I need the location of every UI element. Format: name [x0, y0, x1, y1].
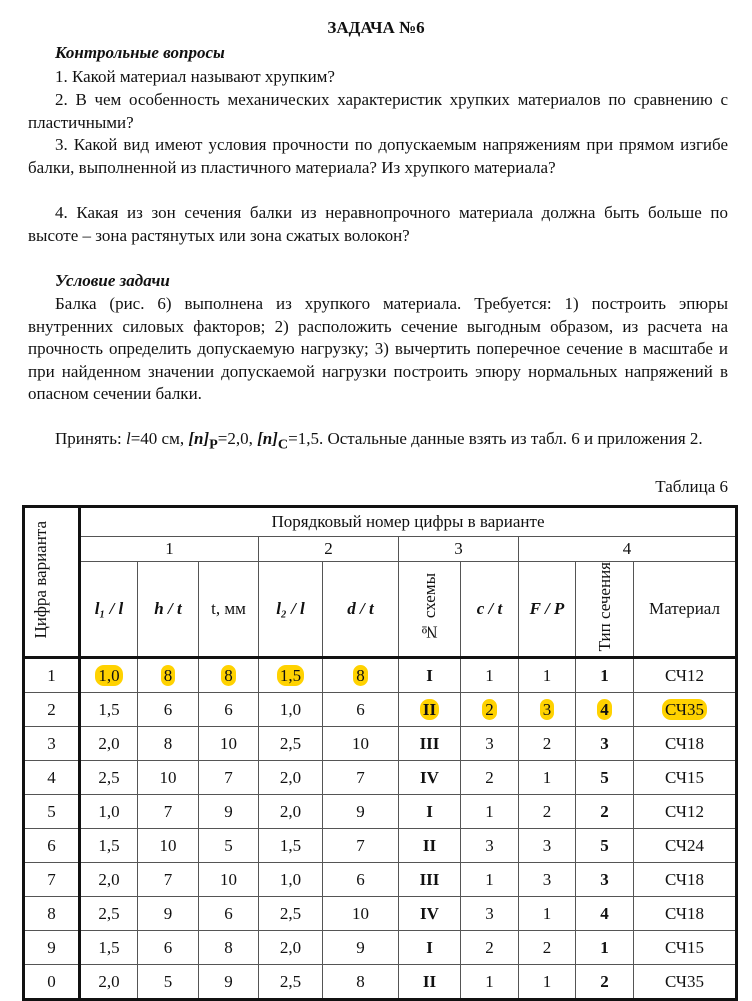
table-cell	[259, 693, 323, 727]
column-header-text: Материал	[649, 599, 720, 619]
cell-value: 2,5	[98, 767, 120, 787]
cell-value: 10	[352, 903, 369, 923]
cell-value: 9	[224, 971, 233, 991]
cell-value: 2	[600, 801, 609, 821]
cell-value: 2,5	[279, 733, 302, 753]
condition-text: Балка (рис. 6) выполнена из хрупкого материала. Требуется: 1) построить эпюры внутренних силовых факторов; 2) расположить сечение выгодным образом, из расчета на прочность определить допускаемую нагрузку; 3) вычертить поперечное сечение в масштабе и при найденном значении допускаемой нагрузки построить эпюру нормальных напряжений в опасном сечении балки.	[28, 294, 728, 403]
cell-value: 7	[356, 835, 365, 855]
table-cell	[634, 693, 737, 727]
table-cell	[399, 931, 461, 965]
cell-value: 2	[600, 971, 609, 991]
group-2: 2	[259, 537, 399, 562]
cell-value: 1	[542, 903, 552, 923]
cell-value: 9	[224, 801, 233, 821]
table-cell	[80, 727, 138, 761]
table-row	[24, 931, 737, 965]
cell-value: 2	[485, 767, 494, 787]
table-cell	[576, 727, 634, 761]
table-cell	[259, 965, 323, 1000]
accept-text	[28, 428, 728, 456]
table-cell	[80, 795, 138, 829]
cell-value: СЧ18	[665, 733, 704, 753]
table-cell	[199, 931, 259, 965]
table-cell	[259, 931, 323, 965]
cell-value: 9	[356, 937, 365, 957]
table-row	[24, 727, 737, 761]
table-cell	[199, 965, 259, 1000]
table-cell	[461, 693, 519, 727]
table-cell	[138, 761, 199, 795]
table-cell	[138, 931, 199, 965]
accept-prefix: Принять:	[55, 429, 126, 448]
cell-value: 8	[221, 665, 236, 686]
table-cell	[576, 693, 634, 727]
cell-value: 1	[485, 665, 494, 685]
column-header-text: d / t	[347, 599, 374, 619]
table-cell	[259, 727, 323, 761]
table-cell	[138, 965, 199, 1000]
variant-cell: 9	[24, 931, 80, 965]
column-header	[461, 562, 519, 658]
cell-value: 8	[163, 733, 173, 753]
column-header-text: c / t	[476, 599, 503, 619]
table-cell	[461, 727, 519, 761]
table-cell	[519, 897, 576, 931]
table-cell	[576, 965, 634, 1000]
table-cell	[634, 761, 737, 795]
cell-value: 6	[356, 699, 365, 719]
column-header-text: Тип сечения	[594, 562, 614, 652]
cell-value: СЧ18	[665, 869, 704, 889]
cell-value: II	[420, 699, 439, 720]
cell-value: 1,0	[95, 665, 122, 686]
cell-value: III	[419, 733, 440, 753]
task-title: ЗАДАЧА №6	[327, 18, 425, 37]
table-cell	[199, 658, 259, 693]
column-header	[634, 562, 737, 658]
column-header	[576, 562, 634, 658]
cell-value: 7	[163, 801, 173, 821]
cell-value: 2,5	[98, 903, 120, 923]
cell-value: СЧ35	[665, 971, 704, 991]
question-3: 3. Какой вид имеют условия прочности по допускаемым напряжениям при прямом изгибе балки, выполненной из пластичного материала? Из хрупкого материала?	[28, 135, 728, 177]
cell-value: 1	[485, 971, 494, 991]
cell-value: 3	[600, 733, 609, 753]
cell-value: 6	[224, 699, 233, 719]
table-cell	[634, 829, 737, 863]
table-row	[24, 863, 737, 897]
table-cell	[138, 897, 199, 931]
table-cell	[259, 658, 323, 693]
table-cell	[519, 761, 576, 795]
table-cell	[399, 693, 461, 727]
variant-header	[24, 507, 80, 658]
table-cell	[323, 829, 399, 863]
l-symbol: l	[125, 429, 131, 448]
cell-value: 1,5	[98, 937, 120, 957]
table-caption: Таблица 6	[655, 477, 728, 496]
table-cell	[323, 863, 399, 897]
table-cell	[138, 658, 199, 693]
table-cell	[138, 727, 199, 761]
column-header-text: l₂ / l	[276, 599, 305, 619]
variant-cell: 0	[24, 965, 80, 1000]
cell-value: 1,5	[279, 835, 302, 855]
cell-value: II	[422, 835, 437, 855]
np-sub: P	[209, 436, 218, 453]
table-cell	[80, 761, 138, 795]
cell-value: 2,5	[279, 903, 302, 923]
column-header-text: l₁ / l	[94, 599, 124, 619]
table-cell	[259, 897, 323, 931]
column-header	[259, 562, 323, 658]
cell-value: 1,5	[98, 699, 120, 719]
cell-value: 2,0	[98, 869, 120, 889]
table-cell	[323, 727, 399, 761]
cell-value: СЧ15	[665, 767, 704, 787]
table-cell	[399, 658, 461, 693]
cell-value: 2,0	[279, 801, 302, 821]
table-cell	[519, 795, 576, 829]
table-cell	[199, 727, 259, 761]
table-cell	[80, 897, 138, 931]
table-cell	[138, 693, 199, 727]
table-cell	[199, 829, 259, 863]
table-cell	[199, 897, 259, 931]
table-cell	[461, 931, 519, 965]
cell-value: 7	[163, 869, 173, 889]
column-header-text: № схемы	[419, 572, 439, 641]
table-cell	[199, 795, 259, 829]
cell-value: СЧ15	[665, 937, 704, 957]
variant-cell: 7	[24, 863, 80, 897]
variant-cell: 4	[24, 761, 80, 795]
table-row	[24, 829, 737, 863]
table-cell	[399, 863, 461, 897]
cell-value: 5	[600, 835, 609, 855]
cell-value: 9	[163, 903, 173, 923]
table-cell	[634, 965, 737, 1000]
column-header-text: F / P	[529, 599, 565, 619]
variant-cell: 1	[24, 658, 80, 693]
cell-value: 1,0	[279, 869, 302, 889]
column-header	[399, 562, 461, 658]
cell-value: 8	[224, 937, 233, 957]
cell-value: 1	[600, 665, 609, 685]
cell-value: 6	[163, 699, 173, 719]
table-row	[24, 761, 737, 795]
cell-value: I	[426, 665, 433, 685]
cell-value: СЧ12	[665, 665, 704, 685]
table-cell	[323, 693, 399, 727]
group-1: 1	[80, 537, 259, 562]
table-cell	[519, 693, 576, 727]
table-cell	[399, 965, 461, 1000]
cell-value: 6	[356, 869, 365, 889]
table-cell	[80, 829, 138, 863]
cell-value: 10	[220, 869, 237, 889]
table-cell	[259, 829, 323, 863]
table-cell	[259, 795, 323, 829]
column-header	[138, 562, 199, 658]
table-cell	[634, 863, 737, 897]
table-cell	[576, 761, 634, 795]
table-cell	[461, 897, 519, 931]
table-cell	[519, 658, 576, 693]
table-cell	[399, 897, 461, 931]
group-header: Порядковый номер цифры в варианте	[80, 507, 737, 537]
cell-value: 3	[485, 903, 494, 923]
cell-value: 10	[220, 733, 237, 753]
nc-sub: C	[277, 436, 289, 453]
np-value: =2,0,	[217, 429, 258, 448]
table-cell	[576, 931, 634, 965]
table-row	[24, 965, 737, 1000]
nc-value: =1,5. Остальные данные взять из табл. 6 и приложения 2.	[288, 429, 703, 448]
cell-value: 3	[542, 835, 552, 855]
cell-value: 8	[353, 665, 368, 686]
table-cell	[323, 761, 399, 795]
questions-heading: Контрольные вопросы	[55, 43, 225, 62]
cell-value: 2,0	[98, 733, 120, 753]
nc-symbol: [n]	[257, 429, 278, 448]
table-cell	[323, 658, 399, 693]
table-cell	[576, 795, 634, 829]
cell-value: 10	[159, 767, 177, 787]
cell-value: 1,5	[98, 835, 120, 855]
table-cell	[461, 761, 519, 795]
table-cell	[576, 658, 634, 693]
table-cell	[461, 795, 519, 829]
table-cell	[634, 727, 737, 761]
table-cell	[576, 863, 634, 897]
table-cell	[80, 693, 138, 727]
cell-value: 1,0	[98, 801, 120, 821]
cell-value: 3	[600, 869, 609, 889]
question-1: 1. Какой материал называют хрупким?	[55, 67, 335, 86]
cell-value: 2,0	[279, 937, 302, 957]
cell-value: 6	[163, 937, 173, 957]
table-cell	[519, 727, 576, 761]
column-header	[519, 562, 576, 658]
table-cell	[80, 658, 138, 693]
table-cell	[199, 693, 259, 727]
table-cell	[634, 897, 737, 931]
table-cell	[399, 761, 461, 795]
table-row	[24, 693, 737, 727]
cell-value: 1,0	[279, 699, 302, 719]
table-cell	[259, 761, 323, 795]
cell-value: СЧ12	[665, 801, 704, 821]
table-cell	[138, 795, 199, 829]
cell-value: 2	[542, 937, 552, 957]
cell-value: 1	[542, 767, 552, 787]
column-header-text: h / t	[154, 599, 182, 619]
cell-value: 1	[542, 665, 552, 685]
table-cell	[461, 965, 519, 1000]
cell-value: 4	[600, 903, 609, 923]
np-symbol: [n]	[188, 429, 210, 448]
table-cell	[199, 761, 259, 795]
cell-value: I	[426, 937, 433, 957]
variant-cell: 2	[24, 693, 80, 727]
table-cell	[461, 658, 519, 693]
column-header	[80, 562, 138, 658]
table-cell	[576, 897, 634, 931]
table-cell	[80, 965, 138, 1000]
column-header	[323, 562, 399, 658]
table-cell	[199, 863, 259, 897]
table-row	[24, 897, 737, 931]
cell-value: IV	[420, 767, 439, 787]
table-cell	[399, 829, 461, 863]
cell-value: 2,5	[279, 971, 302, 991]
cell-value: 5	[224, 835, 233, 855]
table-cell	[80, 863, 138, 897]
table-cell	[323, 795, 399, 829]
question-4: 4. Какая из зон сечения балки из неравнопрочного материала должна быть больше по высоте – зона растянутых или зона сжатых волокон?	[28, 203, 728, 245]
table-cell	[138, 829, 199, 863]
cell-value: 2	[542, 733, 552, 753]
table-cell	[634, 658, 737, 693]
variant-header-text: Цифра варианта	[30, 520, 50, 639]
table-cell	[519, 829, 576, 863]
cell-value: III	[419, 869, 440, 889]
cell-value: 1,5	[277, 665, 304, 686]
cell-value: СЧ35	[662, 699, 707, 720]
column-header	[199, 562, 259, 658]
group-4: 4	[519, 537, 737, 562]
data-table	[22, 505, 738, 1001]
cell-value: 2,0	[279, 767, 302, 787]
cell-value: 1	[542, 971, 552, 991]
table-cell	[323, 931, 399, 965]
cell-value: IV	[420, 903, 439, 923]
cell-value: СЧ18	[665, 903, 704, 923]
table-cell	[138, 863, 199, 897]
table-cell	[634, 931, 737, 965]
condition-heading: Условие задачи	[55, 271, 170, 290]
variant-cell: 8	[24, 897, 80, 931]
table-cell	[80, 931, 138, 965]
table-cell	[576, 829, 634, 863]
variant-cell: 6	[24, 829, 80, 863]
question-2: 2. В чем особенность механических характеристик хрупких материалов по сравнению с пластичными?	[28, 90, 728, 132]
variant-cell: 5	[24, 795, 80, 829]
cell-value: 7	[224, 767, 233, 787]
table-row	[24, 658, 737, 693]
cell-value: 2	[482, 699, 497, 720]
table-cell	[259, 863, 323, 897]
cell-value: 3	[542, 869, 552, 889]
table-cell	[634, 795, 737, 829]
cell-value: 10	[352, 733, 369, 753]
table-cell	[461, 863, 519, 897]
cell-value: 1	[485, 801, 494, 821]
cell-value: 6	[224, 903, 233, 923]
cell-value: 7	[356, 767, 365, 787]
cell-value: 3	[485, 835, 494, 855]
cell-value: 8	[161, 665, 176, 686]
table-cell	[399, 727, 461, 761]
l-value: =40 см,	[130, 429, 189, 448]
cell-value: СЧ24	[665, 835, 704, 855]
cell-value: 8	[356, 971, 365, 991]
cell-value: 3	[485, 733, 494, 753]
cell-value: 2,0	[98, 971, 120, 991]
table-cell	[519, 965, 576, 1000]
cell-value: 3	[540, 699, 555, 720]
table-cell	[323, 965, 399, 1000]
cell-value: 4	[597, 699, 612, 720]
cell-value: 10	[159, 835, 177, 855]
cell-value: II	[422, 971, 437, 991]
cell-value: 5	[600, 767, 609, 787]
table-cell	[461, 829, 519, 863]
table-cell	[519, 931, 576, 965]
cell-value: 2	[542, 801, 552, 821]
group-3: 3	[399, 537, 519, 562]
cell-value: 9	[356, 801, 365, 821]
column-header-text: t, мм	[211, 599, 246, 619]
variant-cell: 3	[24, 727, 80, 761]
cell-value: 1	[600, 937, 609, 957]
cell-value: 1	[485, 869, 494, 889]
table-cell	[323, 897, 399, 931]
table-row	[24, 795, 737, 829]
cell-value: 2	[485, 937, 494, 957]
table-cell	[519, 863, 576, 897]
cell-value: 5	[163, 971, 173, 991]
table-cell	[399, 795, 461, 829]
cell-value: I	[426, 801, 433, 821]
